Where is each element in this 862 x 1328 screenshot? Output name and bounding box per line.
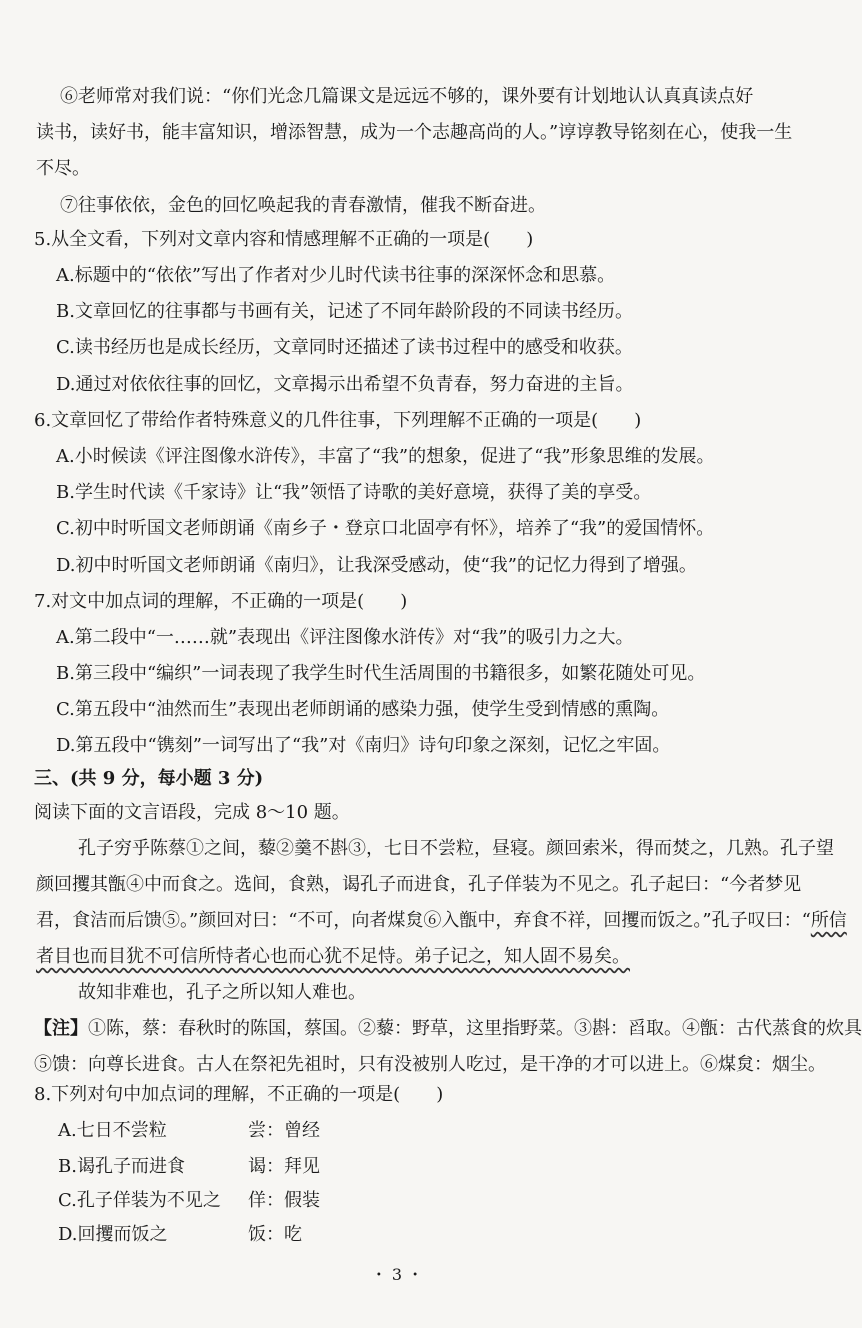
question-8-option-c: C.孔子佯装为不见之 [58, 1190, 221, 1211]
paragraph-6-line-2: 读书，读好书，能丰富知识，增添智慧，成为一个志趣高尚的人。”谆谆教导铭刻在心，使我一生 [36, 122, 793, 143]
question-8-stem: 8.下列对句中加点词的理解，不正确的一项是( ) [34, 1084, 444, 1105]
classical-text-line-4 [36, 944, 786, 970]
question-5-stem: 5.从全文看，下列对文章内容和情感理解不正确的一项是( ) [34, 229, 534, 250]
question-6-stem: 6.文章回忆了带给作者特殊意义的几件往事，下列理解不正确的一项是( ) [34, 410, 642, 431]
question-8-option-d: D.回攫而饭之 [58, 1224, 168, 1245]
wavy-underlined-sentence-start: 所信 [810, 910, 847, 931]
paragraph-7: ⑦往事依依，金色的回忆唤起我的青春激情，催我不断奋进。 [60, 195, 546, 216]
question-5-option-c: C.读书经历也是成长经历，文章同时还描述了读书过程中的感受和收获。 [56, 337, 633, 358]
question-7-option-c: C.第五段中“油然而生”表现出老师朗诵的感染力强，使学生受到情感的熏陶。 [56, 699, 670, 720]
question-7-stem: 7.对文中加点词的理解，不正确的一项是( ) [34, 591, 408, 612]
question-5-option-d: D.通过对依依往事的回忆，文章揭示出希望不负青春，努力奋进的主旨。 [56, 374, 634, 395]
question-8-option-a: A.七日不尝粒 [58, 1120, 167, 1141]
section-3-heading: 三、(共 9 分，每小题 3 分) [34, 768, 264, 789]
question-6-option-b: B.学生时代读《千家诗》让“我”领悟了诗歌的美好意境，获得了美的享受。 [56, 482, 652, 503]
wavy-underlined-sentence-2: 弟子记之，知人固不易矣。 [414, 946, 630, 967]
question-6-option-d: D.初中时听国文老师朗诵《南归》，让我深受感动，使“我”的记忆力得到了增强。 [56, 555, 697, 576]
paragraph-6-line-3: 不尽。 [36, 158, 90, 179]
classical-text-line-3 [36, 908, 847, 934]
question-5-option-b: B.文章回忆的往事都与书画有关，记述了不同年龄阶段的不同读书经历。 [56, 301, 633, 322]
classical-text-line-3-main: 君，食洁而后馈⑤。”颜回对曰：“不可，向者煤炱⑥入甑中，弃食不祥，回攫而饭之。”孔子叹曰：“ [36, 910, 811, 931]
question-8-gloss-b: 谒：拜见 [248, 1156, 320, 1177]
notes-line-1 [34, 1016, 862, 1042]
classical-text-line-5: 故知非难也，孔子之所以知人难也。 [78, 982, 366, 1003]
classical-text-line-1: 孔子穷乎陈蔡①之间，藜②羹不斟③，七日不尝粒，昼寝。颜回索米，得而焚之，几熟。孔子望 [78, 838, 834, 859]
wavy-underlined-sentence: 者目也而目犹不可信所恃者心也而心犹不足恃。 [36, 946, 414, 967]
question-8-gloss-c: 佯：假装 [248, 1190, 320, 1211]
section-3-instruction: 阅读下面的文言语段，完成 8～10 题。 [34, 802, 350, 823]
question-7-option-b: B.第三段中“编织”一词表现了我学生时代生活周围的书籍很多，如繁花随处可见。 [56, 663, 706, 684]
question-7-option-d: D.第五段中“镌刻”一词写出了“我”对《南归》诗句印象之深刻，记忆之牢固。 [56, 735, 671, 756]
question-7-option-a: A.第二段中“一……就”表现出《评注图像水浒传》对“我”的吸引力之大。 [56, 627, 634, 648]
question-5-option-a: A.标题中的“依依”写出了作者对少儿时代读书往事的深深怀念和思慕。 [56, 265, 616, 286]
question-8-gloss-a: 尝：曾经 [248, 1120, 320, 1141]
question-6-option-a: A.小时候读《评注图像水浒传》，丰富了“我”的想象，促进了“我”形象思维的发展。 [56, 446, 715, 467]
question-6-option-c: C.初中时听国文老师朗诵《南乡子・登京口北固亭有怀》，培养了“我”的爱国情怀。 [56, 518, 715, 539]
question-8-gloss-d: 饭：吃 [248, 1224, 302, 1245]
notes-line-1-text: ①陈，蔡：春秋时的陈国，蔡国。②藜：野草，这里指野菜。③斟：舀取。④甑：古代蒸食的炊具 [88, 1018, 862, 1039]
classical-text-line-2: 颜回攫其甑④中而食之。选间，食熟，谒孔子而进食，孔子佯装为不见之。孔子起曰：“今者梦见 [36, 874, 802, 895]
notes-line-2: ⑤馈：向尊长进食。古人在祭祀先祖时，只有没被别人吃过，是干净的才可以进上。⑥煤炱：烟尘。 [34, 1054, 826, 1075]
question-8-option-b: B.谒孔子而进食 [58, 1156, 185, 1177]
page-number: ・ 3 ・ [370, 1265, 424, 1284]
notes-tag: 【注】 [34, 1018, 88, 1039]
paragraph-6-line-1: ⑥老师常对我们说：“你们光念几篇课文是远远不够的，课外要有计划地认认真真读点好 [60, 86, 754, 107]
